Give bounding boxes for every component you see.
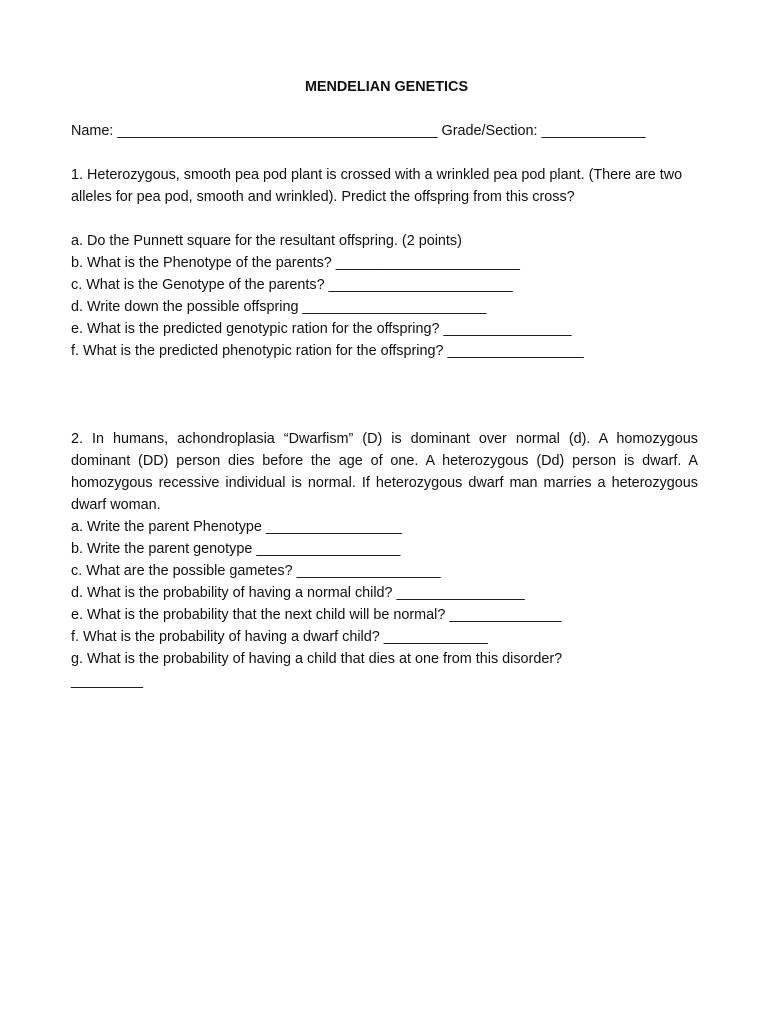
question-2-item-e: e. What is the probability that the next child will be normal? ______________	[71, 607, 562, 623]
question-2-item-c: c. What are the possible gametes? __________________	[71, 563, 441, 579]
name-grade-section-line: Name: ________________________________________ Grade/Section: _____________	[71, 123, 646, 139]
document-title: MENDELIAN GENETICS	[304, 79, 469, 95]
spacer	[71, 208, 698, 230]
question-1-item-a: a. Do the Punnett square for the resultant offspring. (2 points)	[71, 233, 462, 249]
question-1-prompt: 1. Heterozygous, smooth pea pod plant is crossed with a wrinkled pea pod plant. (There are two alleles for pea pod, smooth and wrinkled). Predict the offspring from this cross?	[71, 167, 683, 205]
question-1-item-c: c. What is the Genotype of the parents? _______________________	[71, 277, 513, 293]
question-2-item-a: a. Write the parent Phenotype _________________	[71, 519, 402, 535]
question-1-item-b: b. What is the Phenotype of the parents? _______________________	[71, 255, 520, 271]
question-2-item-b: b. Write the parent genotype __________________	[71, 541, 401, 557]
spacer	[71, 362, 698, 428]
question-2-item-g-answer-blank: _________	[71, 673, 144, 689]
question-2-prompt: 2. In humans, achondroplasia “Dwarfism” (D) is dominant over normal (d). A homozygous dominant (DD) person dies before the age of one. A heterozygous (Dd) person is dwarf. A homozygous recessive individual is normal. If heterozygous dwarf man marries a heterozygous dwarf woman.	[71, 431, 698, 513]
question-1-item-e: e. What is the predicted genotypic ration for the offspring? ________________	[71, 321, 572, 337]
question-1-item-d: d. Write down the possible offspring _______________________	[71, 299, 487, 315]
question-2-item-d: d. What is the probability of having a normal child? ________________	[71, 585, 525, 601]
question-1-item-f: f. What is the predicted phenotypic ration for the offspring? _________________	[71, 343, 584, 359]
question-2-item-g: g. What is the probability of having a child that dies at one from this disorder?	[71, 651, 563, 667]
question-2-item-f: f. What is the probability of having a dwarf child? _____________	[71, 629, 488, 645]
